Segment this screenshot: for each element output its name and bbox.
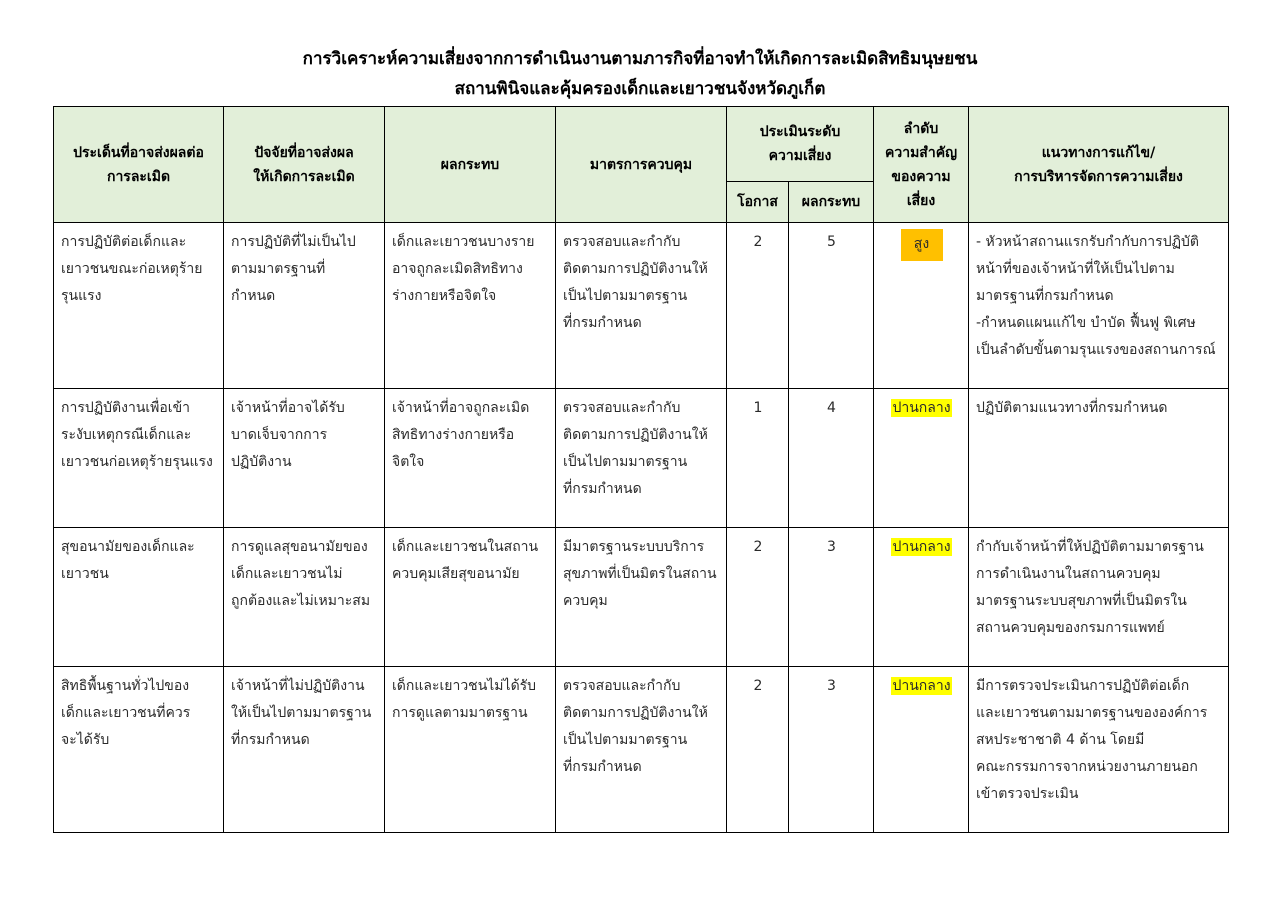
cell-text-line: สุขอนามัยของเด็กและ bbox=[61, 539, 195, 555]
header-impact: ผลกระทบ bbox=[385, 107, 556, 223]
cell-text-line: เยาวชน bbox=[61, 566, 109, 582]
cell-text-line: ปฏิบัติงาน bbox=[231, 454, 292, 470]
header-priority bbox=[874, 107, 969, 223]
cell-text-line: -กำหนดแผนแก้ไข บำบัด ฟื้นฟู พิเศษ bbox=[976, 315, 1196, 331]
cell-approach bbox=[969, 223, 1229, 389]
cell-impact-score: 3 bbox=[789, 528, 874, 667]
cell-text-line: สุขภาพที่เป็นมิตรในสถาน bbox=[563, 566, 717, 582]
cell-text-line: บาดเจ็บจากการ bbox=[231, 427, 328, 443]
cell-text-line: การดูแลตามมาตรฐาน bbox=[392, 705, 528, 721]
cell-factor bbox=[224, 389, 385, 528]
cell-text-line: เป็นไปตามมาตรฐาน bbox=[563, 454, 688, 470]
risk-level-badge: ปานกลาง bbox=[892, 539, 951, 555]
cell-text-line: ปฏิบัติตามแนวทางที่กรมกำหนด bbox=[976, 400, 1168, 416]
cell-text-line: ที่กรมกำหนด bbox=[563, 315, 642, 331]
cell-text-line: คณะกรรมการจากหน่วยงานภายนอก bbox=[976, 759, 1198, 775]
cell-text-line: ตามมาตรฐานที่ bbox=[231, 261, 326, 277]
cell-text-line: ที่กรมกำหนด bbox=[563, 481, 642, 497]
cell-issue bbox=[54, 223, 224, 389]
cell-text-line: ควบคุม bbox=[563, 593, 608, 609]
cell-factor bbox=[224, 223, 385, 389]
table-header bbox=[54, 107, 1229, 223]
cell-text-line: เจ้าหน้าที่อาจได้รับ bbox=[231, 400, 345, 416]
cell-text-line: เจ้าหน้าที่ไม่ปฏิบัติงาน bbox=[231, 678, 365, 694]
cell-priority bbox=[874, 667, 969, 833]
cell-text-line: รุนแรง bbox=[61, 288, 102, 304]
cell-impact-score: 5 bbox=[789, 223, 874, 389]
cell-text-line: ที่กรมกำหนด bbox=[231, 732, 310, 748]
cell-priority bbox=[874, 223, 969, 389]
cell-text-line: ให้เป็นไปตามมาตรฐาน bbox=[231, 705, 372, 721]
table-row bbox=[54, 667, 1229, 833]
header-factor bbox=[224, 107, 385, 223]
cell-impact bbox=[385, 389, 556, 528]
cell-text-line: เป็นไปตามมาตรฐาน bbox=[563, 732, 688, 748]
risk-level-badge: ปานกลาง bbox=[892, 678, 951, 694]
header-impact-score: ผลกระทบ bbox=[789, 182, 874, 223]
cell-text-line: จะได้รับ bbox=[61, 732, 110, 748]
cell-impact bbox=[385, 528, 556, 667]
cell-text-line: การดูแลสุขอนามัยของ bbox=[231, 539, 368, 555]
cell-approach bbox=[969, 528, 1229, 667]
cell-text-line: ร่างกายหรือจิตใจ bbox=[392, 288, 497, 304]
cell-text-line: ตรวจสอบและกำกับ bbox=[563, 400, 681, 416]
cell-text-line: เด็กและเยาวชนบางราย bbox=[392, 234, 535, 250]
header-approach bbox=[969, 107, 1229, 223]
cell-text-line: สิทธิทางร่างกายหรือ bbox=[392, 427, 515, 443]
cell-text-line: สถานควบคุมของกรมการแพทย์ bbox=[976, 620, 1165, 636]
cell-text-line: มีการตรวจประเมินการปฏิบัติต่อเด็ก bbox=[976, 678, 1190, 694]
cell-text-line: ติดตามการปฏิบัติงานให้ bbox=[563, 705, 708, 721]
header-priority-line-2: ความสำคัญ bbox=[884, 144, 958, 161]
title-line-2: สถานพินิจและคุ้มครองเด็กและเยาวชนจังหวัดภูเก็ต bbox=[454, 79, 826, 99]
header-assessment bbox=[727, 107, 874, 182]
header-assessment-line-1: ประเมินระดับ bbox=[759, 124, 841, 140]
cell-text-line: เด็กและเยาวชนไม่ bbox=[231, 566, 343, 582]
table-row bbox=[54, 528, 1229, 667]
cell-issue bbox=[54, 667, 224, 833]
cell-priority bbox=[874, 528, 969, 667]
cell-text-line: ตรวจสอบและกำกับ bbox=[563, 234, 681, 250]
risk-analysis-table bbox=[53, 106, 1229, 833]
cell-control bbox=[556, 223, 727, 389]
table-row bbox=[54, 389, 1229, 528]
risk-level-badge: ปานกลาง bbox=[892, 400, 951, 416]
cell-text-line: เจ้าหน้าที่อาจถูกละเมิด bbox=[392, 400, 530, 416]
cell-text-line: เป็นลำดับขั้นตามรุนแรงของสถานการณ์ bbox=[976, 342, 1216, 358]
cell-text-line: เด็กและเยาวชนที่ควร bbox=[61, 705, 191, 721]
header-factor-line-2: ให้เกิดการละเมิด bbox=[253, 168, 355, 185]
cell-text-line: สหประชาชาติ 4 ด้าน โดยมี bbox=[976, 732, 1145, 748]
cell-text-line: เข้าตรวจประเมิน bbox=[976, 786, 1079, 802]
cell-text-line: จิตใจ bbox=[392, 454, 425, 470]
cell-factor bbox=[224, 528, 385, 667]
cell-text-line: ติดตามการปฏิบัติงานให้ bbox=[563, 261, 708, 277]
cell-text-line: การปฏิบัติที่ไม่เป็นไป bbox=[231, 234, 356, 250]
cell-text-line: ถูกต้องและไม่เหมาะสม bbox=[231, 593, 371, 609]
header-priority-line-3: ของความ bbox=[891, 168, 951, 185]
cell-text-line: ที่กรมกำหนด bbox=[563, 759, 642, 775]
cell-text-line: หน้าที่ของเจ้าหน้าที่ให้เป็นไปตาม bbox=[976, 261, 1175, 277]
cell-impact bbox=[385, 223, 556, 389]
title-line-1: การวิเคราะห์ความเสี่ยงจากการดำเนินงานตามภารกิจที่อาจทำให้เกิดการละเมิดสิทธิมนุษยชน bbox=[302, 49, 978, 69]
cell-text-line: สิทธิพื้นฐานทั่วไปของ bbox=[61, 678, 190, 694]
cell-text-line: การปฏิบัติต่อเด็กและ bbox=[61, 234, 187, 250]
risk-level-badge: สูง bbox=[901, 229, 943, 261]
cell-factor bbox=[224, 667, 385, 833]
header-issue bbox=[54, 107, 224, 223]
cell-priority bbox=[874, 389, 969, 528]
cell-approach bbox=[969, 389, 1229, 528]
document-title bbox=[0, 44, 1280, 104]
cell-text-line: มาตรฐานที่กรมกำหนด bbox=[976, 288, 1114, 304]
cell-control bbox=[556, 667, 727, 833]
table-body bbox=[54, 223, 1229, 833]
cell-control bbox=[556, 528, 727, 667]
cell-impact-score: 3 bbox=[789, 667, 874, 833]
cell-text-line: และเยาวชนตามมาตรฐานขององค์การ bbox=[976, 705, 1208, 721]
cell-text-line: กำกับเจ้าหน้าที่ให้ปฏิบัติตามมาตรฐาน bbox=[976, 539, 1204, 555]
header-priority-line-4: เสี่ยง bbox=[906, 192, 936, 209]
cell-text-line: - หัวหน้าสถานแรกรับกำกับการปฏิบัติ bbox=[976, 234, 1199, 250]
header-factor-line-1: ปัจจัยที่อาจส่งผล bbox=[254, 144, 354, 161]
header-likelihood: โอกาส bbox=[727, 182, 789, 223]
cell-text-line: อาจถูกละเมิดสิทธิทาง bbox=[392, 261, 523, 277]
cell-likelihood: 1 bbox=[727, 389, 789, 528]
cell-approach bbox=[969, 667, 1229, 833]
cell-text-line: ระงับเหตุกรณีเด็กและ bbox=[61, 427, 192, 443]
header-priority-line-1: ลำดับ bbox=[903, 120, 939, 137]
table-row bbox=[54, 223, 1229, 389]
header-assessment-line-2: ความเสี่ยง bbox=[768, 148, 832, 164]
header-issue-line-2: การละเมิด bbox=[106, 168, 171, 185]
cell-impact bbox=[385, 667, 556, 833]
header-control: มาตรการควบคุม bbox=[556, 107, 727, 223]
cell-text-line: เยาวชนขณะก่อเหตุร้าย bbox=[61, 261, 203, 277]
cell-issue bbox=[54, 528, 224, 667]
cell-control bbox=[556, 389, 727, 528]
cell-issue bbox=[54, 389, 224, 528]
cell-text-line: ควบคุมเสียสุขอนามัย bbox=[392, 566, 520, 582]
header-approach-line-1: แนวทางการแก้ไข/ bbox=[1041, 144, 1156, 161]
cell-text-line: เป็นไปตามมาตรฐาน bbox=[563, 288, 688, 304]
cell-likelihood: 2 bbox=[727, 223, 789, 389]
cell-impact-score: 4 bbox=[789, 389, 874, 528]
cell-text-line: มาตรฐานระบบสุขภาพที่เป็นมิตรใน bbox=[976, 593, 1187, 609]
cell-text-line: ตรวจสอบและกำกับ bbox=[563, 678, 681, 694]
cell-text-line: กำหนด bbox=[231, 288, 276, 304]
cell-likelihood: 2 bbox=[727, 667, 789, 833]
header-issue-line-1: ประเด็นที่อาจส่งผลต่อ bbox=[73, 144, 204, 161]
cell-text-line: เด็กและเยาวชนไม่ได้รับ bbox=[392, 678, 537, 694]
cell-text-line: การดำเนินงานในสถานควบคุม bbox=[976, 566, 1161, 582]
cell-likelihood: 2 bbox=[727, 528, 789, 667]
cell-text-line: การปฏิบัติงานเพื่อเข้า bbox=[61, 400, 191, 416]
cell-text-line: เยาวชนก่อเหตุร้ายรุนแรง bbox=[61, 454, 213, 470]
header-approach-line-2: การบริหารจัดการความเสี่ยง bbox=[1014, 168, 1183, 185]
cell-text-line: ติดตามการปฏิบัติงานให้ bbox=[563, 427, 708, 443]
cell-text-line: มีมาตรฐานระบบบริการ bbox=[563, 539, 705, 555]
cell-text-line: เด็กและเยาวชนในสถาน bbox=[392, 539, 539, 555]
